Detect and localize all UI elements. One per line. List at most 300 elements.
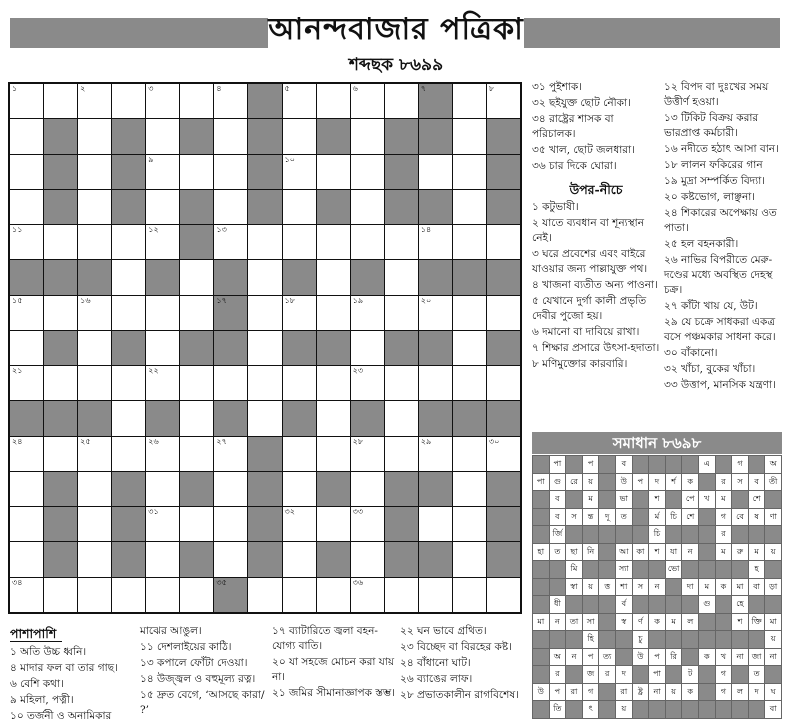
grid-cell[interactable] <box>453 366 486 400</box>
clue: ৭ শিক্ষার প্রসারে উৎসা-হদাতা। <box>532 342 660 354</box>
grid-cell[interactable] <box>487 296 520 330</box>
grid-cell[interactable] <box>487 84 520 118</box>
grid-cell[interactable] <box>351 578 384 612</box>
solution-cell: ম <box>666 614 682 631</box>
grid-cell[interactable] <box>10 472 43 506</box>
grid-cell[interactable] <box>214 155 247 189</box>
grid-cell[interactable] <box>10 190 43 224</box>
solution-cell: নি <box>583 544 599 561</box>
grid-cell[interactable] <box>112 578 145 612</box>
block-cell <box>385 472 418 506</box>
clue: ৫ যেখানে দুর্গা কালী প্রভৃতি দেবীর পুজো হয়। <box>532 295 647 322</box>
grid-cell[interactable] <box>146 84 179 118</box>
solution-block <box>765 596 781 613</box>
block-cell <box>419 260 452 294</box>
grid-cell[interactable] <box>351 507 384 541</box>
grid-cell[interactable] <box>214 190 247 224</box>
grid-cell[interactable] <box>385 296 418 330</box>
solution-block <box>732 491 748 508</box>
grid-cell[interactable] <box>78 296 111 330</box>
grid-cell[interactable] <box>487 225 520 259</box>
clue: ২০ কষ্টভোগ, লাঞ্ছনা। <box>664 191 756 203</box>
clue: ২২ ঘন ভাবে গ্রথিত। <box>400 625 487 637</box>
grid-cell[interactable] <box>283 225 316 259</box>
grid-cell[interactable] <box>385 437 418 471</box>
grid-cell[interactable] <box>44 578 77 612</box>
solution-cell: রা <box>616 684 632 701</box>
grid-cell[interactable] <box>283 437 316 471</box>
solution-block <box>699 474 715 491</box>
grid-cell[interactable] <box>78 542 111 576</box>
grid-cell[interactable] <box>317 401 350 435</box>
grid-cell[interactable] <box>180 401 213 435</box>
block-cell <box>317 472 350 506</box>
solution-block <box>666 701 682 718</box>
solution-block <box>699 544 715 561</box>
grid-cell[interactable] <box>248 578 281 612</box>
grid-cell[interactable] <box>453 507 486 541</box>
grid-cell[interactable] <box>146 190 179 224</box>
solution-cell: যা <box>666 544 682 561</box>
grid-cell[interactable] <box>214 84 247 118</box>
grid-cell[interactable] <box>10 119 43 153</box>
grid-cell[interactable] <box>419 366 452 400</box>
grid-cell[interactable] <box>283 366 316 400</box>
solution-cell: গ <box>716 666 732 683</box>
grid-cell[interactable] <box>453 119 486 153</box>
clues-right-col1 <box>532 80 660 373</box>
solution-cell: শ <box>649 544 665 561</box>
clue: মাঝের আঙুল। <box>140 625 202 637</box>
block-cell <box>44 472 77 506</box>
solution-block <box>682 456 698 473</box>
solution-cell: ভো <box>666 561 682 578</box>
solution-block <box>566 596 582 613</box>
grid-cell[interactable] <box>180 507 213 541</box>
grid-cell[interactable] <box>351 472 384 506</box>
grid-cell[interactable] <box>351 296 384 330</box>
block-cell <box>283 401 316 435</box>
block-cell <box>112 190 145 224</box>
solution-block <box>566 526 582 543</box>
grid-cell[interactable] <box>180 578 213 612</box>
clue-number: ২০ <box>420 295 432 305</box>
grid-cell[interactable] <box>453 84 486 118</box>
solution-cell: য় <box>616 701 632 718</box>
solution-block <box>749 631 765 648</box>
grid-cell[interactable] <box>453 225 486 259</box>
grid-cell[interactable] <box>146 472 179 506</box>
clue-number: ২৫ <box>80 436 91 446</box>
grid-cell[interactable] <box>248 260 281 294</box>
solution-block <box>599 684 615 701</box>
solution-block <box>649 561 665 578</box>
grid-cell[interactable] <box>44 225 77 259</box>
block-cell <box>146 260 179 294</box>
clue: ২১ জমির সীমানাজ্ঞাপক স্তম্ভ। <box>272 687 395 699</box>
grid-cell[interactable] <box>78 366 111 400</box>
grid-cell[interactable] <box>419 437 452 471</box>
grid-cell[interactable] <box>10 296 43 330</box>
clue-number: ২ <box>80 84 86 93</box>
grid-cell[interactable] <box>317 366 350 400</box>
solution-cell: গ <box>716 684 732 701</box>
grid-cell[interactable] <box>317 507 350 541</box>
grid-cell[interactable] <box>146 296 179 330</box>
grid-cell[interactable] <box>78 507 111 541</box>
grid-cell[interactable] <box>317 437 350 471</box>
solution-cell: স <box>732 474 748 491</box>
grid-cell[interactable] <box>214 507 247 541</box>
grid-cell[interactable] <box>283 296 316 330</box>
block-cell <box>351 401 384 435</box>
solution-cell: রু <box>732 544 748 561</box>
grid-cell[interactable] <box>351 542 384 576</box>
grid-cell[interactable] <box>453 296 486 330</box>
grid-cell[interactable] <box>351 190 384 224</box>
grid-cell[interactable] <box>419 578 452 612</box>
grid-cell[interactable] <box>146 437 179 471</box>
solution-block <box>599 561 615 578</box>
grid-cell[interactable] <box>385 260 418 294</box>
solution-block <box>633 596 649 613</box>
grid-cell[interactable] <box>10 507 43 541</box>
solution-cell: পে <box>682 491 698 508</box>
solution-block <box>699 631 715 648</box>
grid-cell[interactable] <box>146 225 179 259</box>
grid-cell[interactable] <box>248 225 281 259</box>
solution-cell: ক <box>682 474 698 491</box>
solution-cell: বা <box>765 701 781 718</box>
block-cell <box>112 507 145 541</box>
grid-cell[interactable] <box>180 366 213 400</box>
solution-block <box>649 701 665 718</box>
grid-cell[interactable] <box>317 260 350 294</box>
solution-cell: স <box>566 509 582 526</box>
grid-cell[interactable] <box>44 84 77 118</box>
grid-cell[interactable] <box>283 119 316 153</box>
solution-block <box>765 491 781 508</box>
solution-block <box>732 561 748 578</box>
grid-cell[interactable] <box>112 401 145 435</box>
grid-cell[interactable] <box>283 507 316 541</box>
grid-cell[interactable] <box>453 331 486 365</box>
block-cell <box>214 401 247 435</box>
grid-cell[interactable] <box>180 84 213 118</box>
clue: ৩০ বাঁকানো। <box>664 347 718 359</box>
solution-cell: গু <box>699 596 715 613</box>
grid-cell[interactable] <box>317 155 350 189</box>
grid-cell[interactable] <box>146 119 179 153</box>
solution-cell: গ <box>716 509 732 526</box>
grid-cell[interactable] <box>112 296 145 330</box>
solution-cell: ক <box>716 579 732 596</box>
clue-number: ২২ <box>148 366 159 376</box>
solution-block <box>633 666 649 683</box>
block-cell <box>453 401 486 435</box>
grid-cell[interactable] <box>487 437 520 471</box>
grid-cell[interactable] <box>283 155 316 189</box>
grid-cell[interactable] <box>10 437 43 471</box>
clue-number: ২৬ <box>148 436 159 446</box>
solution-block <box>682 526 698 543</box>
block-cell <box>112 119 145 153</box>
grid-cell[interactable] <box>78 331 111 365</box>
grid-cell[interactable] <box>10 578 43 612</box>
grid-cell[interactable] <box>78 225 111 259</box>
grid-cell[interactable] <box>283 578 316 612</box>
grid-cell[interactable] <box>283 542 316 576</box>
solution-block <box>616 526 632 543</box>
block-cell <box>419 472 452 506</box>
grid-cell[interactable] <box>248 331 281 365</box>
clue: ২৯ যে চক্রে সাধকরা একত্র বসে পঞ্চমকার সাধনা করে। <box>664 316 776 343</box>
solution-cell: র্জি <box>550 526 566 543</box>
grid-cell[interactable] <box>146 155 179 189</box>
grid-cell[interactable] <box>453 578 486 612</box>
grid-cell[interactable] <box>214 119 247 153</box>
grid-cell[interactable] <box>146 331 179 365</box>
grid-cell[interactable] <box>10 84 43 118</box>
grid-cell[interactable] <box>351 84 384 118</box>
block-cell <box>419 401 452 435</box>
clue-number: ৮ <box>488 84 495 93</box>
grid-cell[interactable] <box>283 472 316 506</box>
block-cell <box>180 331 213 365</box>
block-cell <box>453 260 486 294</box>
solution-cell: র <box>599 666 615 683</box>
solution-block <box>599 544 615 561</box>
block-cell <box>112 155 145 189</box>
grid-cell[interactable] <box>112 84 145 118</box>
solution-cell: প <box>649 649 665 666</box>
clue-number: ৯ <box>148 154 154 164</box>
block-cell <box>180 190 213 224</box>
solution-block <box>649 631 665 648</box>
grid-cell[interactable] <box>214 542 247 576</box>
grid-cell[interactable] <box>419 296 452 330</box>
solution-cell: উ <box>616 474 632 491</box>
across-clues-col3 <box>272 624 396 702</box>
block-cell <box>180 225 213 259</box>
grid-cell[interactable] <box>351 437 384 471</box>
clue-number: ১৮ <box>284 295 295 305</box>
solution-cell: ত <box>550 544 566 561</box>
grid-cell[interactable] <box>112 225 145 259</box>
solution-title: সমাধান ৮৬৯৮ <box>532 432 782 454</box>
solution-block <box>699 561 715 578</box>
solution-block <box>666 631 682 648</box>
solution-cell: ন্ত <box>583 509 599 526</box>
grid-cell[interactable] <box>112 260 145 294</box>
solution-block <box>765 561 781 578</box>
clue: ৩৩ উত্তাপ, মানসিক যন্ত্রণা। <box>664 379 776 391</box>
solution-cell: খ <box>716 649 732 666</box>
solution-block <box>599 456 615 473</box>
grid-cell[interactable] <box>214 437 247 471</box>
grid-cell[interactable] <box>351 331 384 365</box>
grid-cell[interactable] <box>453 155 486 189</box>
grid-cell[interactable] <box>351 155 384 189</box>
grid-cell[interactable] <box>10 225 43 259</box>
grid-cell[interactable] <box>214 366 247 400</box>
grid-cell[interactable] <box>385 366 418 400</box>
grid-cell[interactable] <box>146 578 179 612</box>
grid-cell[interactable] <box>487 366 520 400</box>
grid-cell[interactable] <box>248 366 281 400</box>
grid-cell[interactable] <box>44 296 77 330</box>
grid-cell[interactable] <box>10 366 43 400</box>
solution-cell: গু <box>550 474 566 491</box>
grid-cell[interactable] <box>419 225 452 259</box>
grid-cell[interactable] <box>146 507 179 541</box>
grid-cell[interactable] <box>351 366 384 400</box>
solution-cell: শ <box>649 491 665 508</box>
solution-grid <box>532 455 782 719</box>
grid-cell[interactable] <box>78 437 111 471</box>
block-cell <box>10 260 43 294</box>
grid-cell[interactable] <box>78 578 111 612</box>
grid-cell[interactable] <box>453 542 486 576</box>
block-cell <box>419 331 452 365</box>
grid-cell[interactable] <box>248 401 281 435</box>
grid-cell[interactable] <box>453 190 486 224</box>
solution-cell: ম <box>716 544 732 561</box>
block-cell <box>385 542 418 576</box>
block-cell <box>112 542 145 576</box>
solution-block <box>533 491 549 508</box>
solution-block <box>666 666 682 683</box>
grid-cell[interactable] <box>180 155 213 189</box>
grid-cell[interactable] <box>248 296 281 330</box>
solution-cell: এ <box>699 456 715 473</box>
grid-cell[interactable] <box>44 366 77 400</box>
grid-cell[interactable] <box>453 437 486 471</box>
crossword-grid[interactable] <box>8 82 522 614</box>
solution-cell: ম <box>716 491 732 508</box>
solution-cell: মা <box>533 614 549 631</box>
grid-cell[interactable] <box>78 155 111 189</box>
grid-cell[interactable] <box>317 84 350 118</box>
grid-cell[interactable] <box>146 542 179 576</box>
header-band-left <box>10 18 268 48</box>
grid-cell[interactable] <box>385 225 418 259</box>
grid-cell[interactable] <box>180 437 213 471</box>
block-cell <box>351 260 384 294</box>
solution-cell: দ <box>749 684 765 701</box>
solution-cell: মা <box>732 579 748 596</box>
grid-cell[interactable] <box>317 578 350 612</box>
solution-block <box>716 561 732 578</box>
solution-cell: ছা <box>566 544 582 561</box>
grid-cell[interactable] <box>112 437 145 471</box>
grid-cell[interactable] <box>385 578 418 612</box>
block-cell <box>419 119 452 153</box>
grid-cell[interactable] <box>317 225 350 259</box>
solution-cell: ন <box>649 579 665 596</box>
solution-cell: ট <box>682 666 698 683</box>
clue: ১২ বিপদ বা দুঃখের সময় উত্তীর্ণ হওয়া। <box>664 81 769 108</box>
solution-cell: ঘ <box>765 684 781 701</box>
solution-cell: ভা <box>616 491 632 508</box>
clue-number: ৩১ <box>148 507 159 517</box>
clue-number: ২৩ <box>352 366 364 376</box>
clue: ২৪ বাঁধানো ঘাট। <box>400 657 471 669</box>
block-cell <box>248 437 281 471</box>
grid-cell[interactable] <box>112 366 145 400</box>
grid-cell[interactable] <box>453 472 486 506</box>
clue-number: ৩৪ <box>12 577 23 587</box>
grid-cell[interactable] <box>419 155 452 189</box>
solution-block <box>566 666 582 683</box>
clue: ২৫ হল বহনকারী। <box>664 238 739 250</box>
grid-cell[interactable] <box>351 119 384 153</box>
solution-block <box>566 456 582 473</box>
grid-cell[interactable] <box>10 542 43 576</box>
solution-cell: রা <box>566 684 582 701</box>
clue: ১৩ কপালে ফোঁটা দেওয়া। <box>140 657 248 669</box>
solution-block <box>599 474 615 491</box>
solution-cell: পা <box>533 474 549 491</box>
grid-cell[interactable] <box>180 296 213 330</box>
grid-cell[interactable] <box>78 190 111 224</box>
solution-block <box>666 596 682 613</box>
grid-cell[interactable] <box>44 437 77 471</box>
block-cell <box>248 472 281 506</box>
solution-cell: ব <box>616 456 632 473</box>
grid-cell[interactable] <box>78 84 111 118</box>
grid-cell[interactable] <box>180 260 213 294</box>
grid-cell[interactable] <box>283 190 316 224</box>
grid-cell[interactable] <box>385 84 418 118</box>
grid-cell[interactable] <box>419 507 452 541</box>
grid-cell[interactable] <box>78 472 111 506</box>
solution-block <box>699 526 715 543</box>
solution-block <box>599 596 615 613</box>
block-cell <box>487 260 520 294</box>
solution-block <box>666 526 682 543</box>
solution-cell: দ <box>649 474 665 491</box>
solution-cell: চু <box>633 631 649 648</box>
grid-cell[interactable] <box>317 296 350 330</box>
grid-cell[interactable] <box>146 366 179 400</box>
block-cell <box>487 155 520 189</box>
solution-cell: র <box>716 526 732 543</box>
clue-number: ১৯ <box>352 295 364 305</box>
block-cell <box>385 119 418 153</box>
grid-cell[interactable] <box>351 225 384 259</box>
grid-cell[interactable] <box>214 225 247 259</box>
grid-cell[interactable] <box>487 578 520 612</box>
solution-block <box>649 456 665 473</box>
block-cell <box>112 331 145 365</box>
grid-cell[interactable] <box>283 84 316 118</box>
grid-cell[interactable] <box>78 119 111 153</box>
clue: ৬ দমানো বা দাবিয়ে রাখা। <box>532 326 640 338</box>
grid-cell[interactable] <box>214 472 247 506</box>
grid-cell[interactable] <box>385 401 418 435</box>
block-cell <box>78 260 111 294</box>
clue: ৮ মণিমুক্তোর কারবারি। <box>532 358 628 370</box>
solution-block <box>533 631 549 648</box>
solution-cell: ত্ত <box>599 579 615 596</box>
solution-cell: গ <box>732 456 748 473</box>
solution-cell: শ <box>732 614 748 631</box>
down-heading: উপর-নীচে <box>569 182 623 197</box>
grid-cell[interactable] <box>10 331 43 365</box>
clue: ৪ মাদার ফল বা তার গাছ। <box>10 662 118 674</box>
grid-cell[interactable] <box>10 155 43 189</box>
